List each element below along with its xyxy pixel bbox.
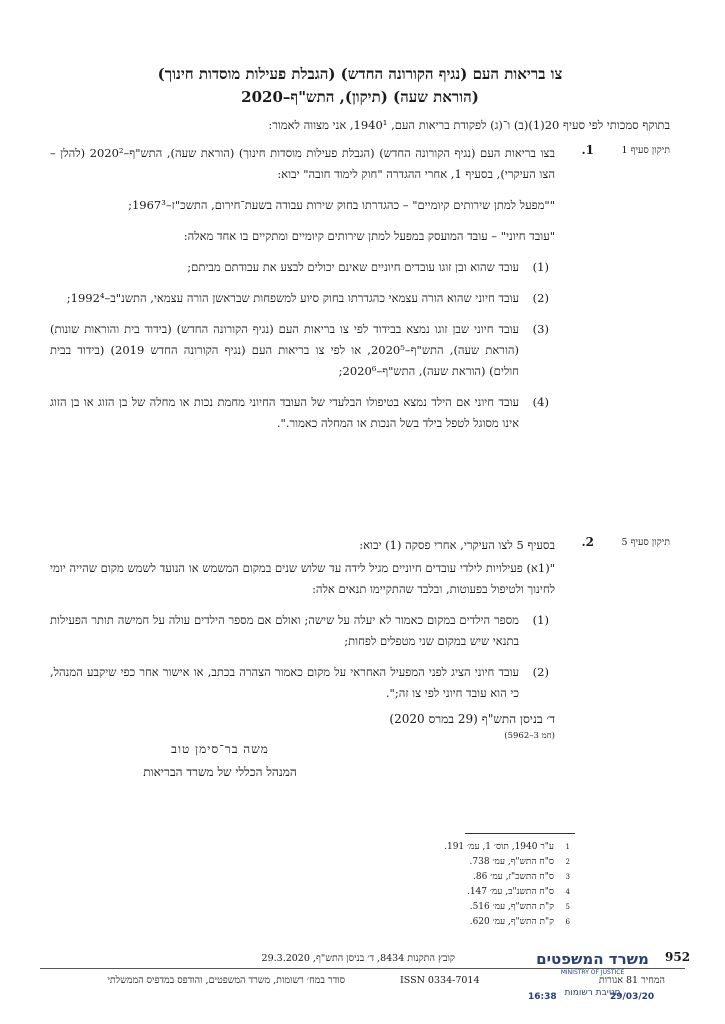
title-line-1: צו בריאות העם (נגיף הקורונה החדש) (הגבלת פעילות מוסדות חינוך) xyxy=(157,65,563,83)
footnote: 2 ס"ח התש"ף, עמ׳ 738. xyxy=(469,857,570,867)
footnote-divider xyxy=(465,833,575,834)
item-text: עובד חיוני שבן זוגו נמצא בבידוד לפי צו בריאות העם (נגיף הקורונה החדש) (בידוד בית והוראות שונות) (הוראת שעה), התש"ף–2020⁵, או לפי צו בריאות העם (נגיף הקורונה החדש 2019) (בידוד בבית חולים) (הוראת שעה), התש"ף–2020⁶; xyxy=(50,322,519,378)
list-item xyxy=(50,392,555,434)
footnote: 5 ק"ת התש"ף, עמ׳ 516. xyxy=(469,902,570,912)
footnote: 3 ס"ח התשכ"ז, עמ׳ 86. xyxy=(473,872,570,882)
footer-price: המחיר 81 אגורות xyxy=(598,975,665,986)
list-item xyxy=(50,610,555,652)
definition-essential-worker: "עובד חיוני" – עובד המועסק במפעל למתן שירותים קיומיים ומתקיים בו אחד מאלה: xyxy=(183,229,555,243)
item-number: (2) xyxy=(532,291,549,305)
item-number: (1) xyxy=(532,260,549,274)
section-2-side-note: תיקון סעיף 5 xyxy=(621,537,670,548)
footnote: 6 ק"ת התש"ף, עמ׳ 620. xyxy=(469,917,570,927)
section-1-number: 1. xyxy=(581,143,594,157)
list-item xyxy=(50,257,555,278)
item-text: עובד חיוני שהוא הורה עצמאי כהגדרתו בחוק סיוע למשפחות שבראשן הורה עצמאי, התשנ"ב–1992⁴; xyxy=(66,291,519,305)
reference-number: (חמ 3–5962) xyxy=(504,731,555,741)
footer-issn: ISSN 0334-7014 xyxy=(400,975,480,986)
item-number: (4) xyxy=(532,395,549,409)
item-text: עובד שהוא ובן זוגו עובדים חיוניים שאינם יכולים לבצע את עבודתם מביתם; xyxy=(187,260,519,274)
list-item xyxy=(50,662,555,704)
page-number: 952 xyxy=(665,950,691,964)
section-2-number: 2. xyxy=(581,535,594,549)
item-number: (2) xyxy=(532,665,549,679)
signer-title: המנהל הכללי של משרד הבריאות xyxy=(143,765,297,779)
stamp-time: 16:38 xyxy=(528,992,557,1002)
item-text: עובד חיוני הציג לפני המפעיל האחראי על מקום כאמור הצהרה בכתב, או אישור אחר כפי שיקבע המנהל, כי הוא עובד חיוני לפי צו זה;". xyxy=(50,665,519,700)
page-title xyxy=(60,63,660,109)
signer-name: משה בר־סימן טוב xyxy=(171,742,269,756)
section-2-body xyxy=(50,535,555,714)
section-2-paragraph: "(1א) פעילויות לילדי עובדים חיוניים מגיל לידה עד שלוש שנים במקום המשמש או הנועד לשמש מקום שהייה יומי לחינוך ולטיפול בפעוטות, ובלבד שהתקיימו תנאים אלה: xyxy=(50,561,555,596)
section-1-intro: בצו בריאות העם (נגיף הקורונה החדש) (הגבלת פעילות מוסדות חינוך) (הוראת שעה), התש"ף–2020² (להלן – הצו העיקרי), בסעיף 1, אחרי ההגדרה "חוק לימוד חובה" יבוא: xyxy=(50,146,555,181)
footnotes xyxy=(320,840,570,930)
definition-essential-services: ""מפעל למתן שירותים קיומיים" – כהגדרתו בחוק שירות עבודה בשעת־חירום, התשכ"ז–1967³; xyxy=(128,198,555,212)
footnote: 1 ע"ר 1940, תוס׳ 1, עמ׳ 191. xyxy=(444,842,570,852)
title-line-2: (הוראת שעה) (תיקון), התש"ף–2020 xyxy=(241,88,479,106)
section-2-intro: בסעיף 5 לצו העיקרי, אחרי פסקה (1) יבוא: xyxy=(359,538,555,552)
logo-title: משרד המשפטים xyxy=(536,950,649,968)
section-1-body xyxy=(50,143,555,444)
section-1-side-note: תיקון סעיף 1 xyxy=(621,145,670,156)
logo-department: חטיבת רשומות xyxy=(564,988,621,998)
item-number: (1) xyxy=(532,613,549,627)
list-item xyxy=(50,288,555,309)
logo-subtitle: MINISTRY OF JUSTICE xyxy=(560,969,625,976)
preamble: בתוקף סמכותי לפי סעיף 20(1)(ב) ו־(ג) לפקודת בריאות העם, 1940¹, אני מצווה לאמור: xyxy=(268,118,670,132)
footnote: 4 ס"ח התשנ"ב, עמ׳ 147. xyxy=(466,887,570,897)
item-text: עובד חיוני אם הילד נמצא בטיפולו הבלעדי של העובד החיוני מחמת נכות או מחלה של בן הזוג או בן הזוג אינו מסוגל לטפל בילד בשל הנכות או המחלה כאמור.". xyxy=(50,395,519,430)
item-number: (3) xyxy=(532,322,549,336)
document-date: ד׳ בניסן התש"ף (29 במרס 2020) xyxy=(389,712,555,726)
footer-collection: קובץ התקנות 8434, ד׳ בניסן התש"ף, 29.3.2020 xyxy=(261,953,455,964)
footer-publisher: סודר במח׳ רשומות, משרד המשפטים, והודפס במדפיס הממשלתי xyxy=(107,975,345,986)
item-text: מספר הילדים במקום כאמור לא יעלה על שישה; ואולם אם מספר הילדים עולה על חמישה תותר הפעילות בתנאי שיש במקום שני מטפלים לפחות; xyxy=(50,613,519,648)
stamp-date: 29/03/20 xyxy=(610,992,655,1002)
list-item xyxy=(50,319,555,382)
